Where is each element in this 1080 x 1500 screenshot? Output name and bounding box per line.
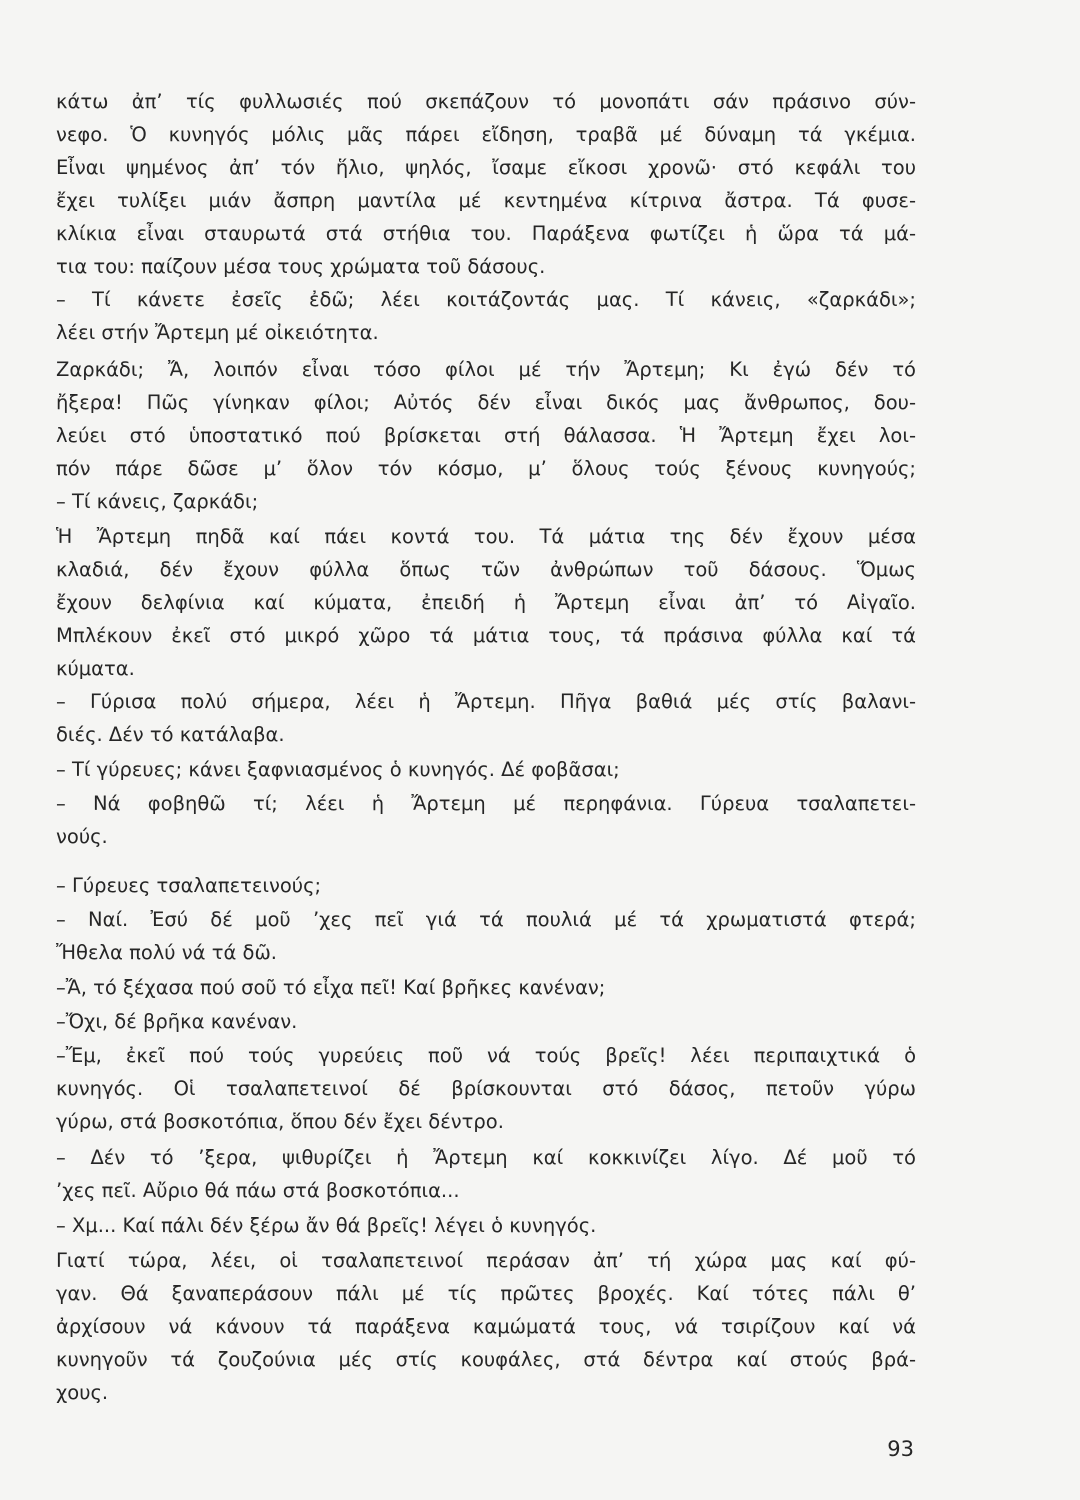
text-line: – Νά φοβηθῶ τί; λέει ἡ Ἄρτεμη μέ περηφάνια. Γύρευα τσαλαπετει-: [56, 792, 916, 815]
text-line: κυνηγός. Οἱ τσαλαπετεινοί δέ βρίσκουνται στό δάσος, πετοῦν γύρω: [56, 1077, 916, 1100]
text-line: – Γύρισα πολύ σήμερα, λέει ἡ Ἄρτεμη. Πῆγα βαθιά μές στίς βαλανι-: [56, 690, 916, 713]
text-line: διές. Δέν τό κατάλαβα.: [56, 723, 285, 746]
text-line: κάτω ἀπ’ τίς φυλλωσιές πού σκεπάζουν τό μονοπάτι σάν πράσινο σύν-: [56, 90, 916, 113]
text-line: κλίκια εἶναι σταυρωτά στά στήθια του. Παράξενα φωτίζει ἡ ὥρα τά μά-: [56, 222, 916, 245]
text-line: Ἡ Ἄρτεμη πηδᾶ καί πάει κοντά του. Τά μάτια της δέν ἔχουν μέσα: [56, 525, 916, 548]
text-line: – Γύρευες τσαλαπετεινούς;: [56, 874, 322, 897]
text-line: – Δέν τό ’ξερα, ψιθυρίζει ἡ Ἄρτεμη καί κοκκινίζει λίγο. Δέ μοῦ τό: [56, 1146, 916, 1169]
text-line: λεύει στό ὑποστατικό πού βρίσκεται στή θάλασσα. Ἡ Ἄρτεμη ἔχει λοι-: [56, 424, 916, 447]
text-line: –Ἄ, τό ξέχασα πού σοῦ τό εἶχα πεῖ! Καί βρῆκες κανέναν;: [56, 976, 606, 999]
text-line: –Ὄχι, δέ βρῆκα κανέναν.: [56, 1010, 298, 1033]
text-line: γαν. Θά ξαναπεράσουν πάλι μέ τίς πρῶτες βροχές. Καί τότες πάλι θ’: [56, 1282, 916, 1305]
text-line: χους.: [56, 1381, 109, 1404]
text-line: ἀρχίσουν νά κάνουν τά παράξενα καμώματά τους, νά τσιρίζουν καί νά: [56, 1315, 916, 1338]
text-line: ἔχει τυλίξει μιάν ἄσπρη μαντίλα μέ κεντημένα κίτρινα ἄστρα. Τά φυσε-: [56, 189, 916, 212]
text-line: –Ἔμ, ἐκεῖ πού τούς γυρεύεις ποῦ νά τούς βρεῖς! λέει περιπαιχτικά ὁ: [56, 1044, 916, 1067]
text-line: ἤξερα! Πῶς γίνηκαν φίλοι; Αὐτός δέν εἶναι δικός μας ἄνθρωπος, δου-: [56, 391, 916, 414]
text-line: – Χμ... Καί πάλι δέν ξέρω ἄν θά βρεῖς! λέγει ὁ κυνηγός.: [56, 1214, 597, 1237]
text-line: τια του: παίζουν μέσα τους χρώματα τοῦ δάσους.: [56, 255, 546, 278]
text-line: ἔχουν δελφίνια καί κύματα, ἐπειδή ἡ Ἄρτεμη εἶναι ἀπ’ τό Αἰγαῖο.: [56, 591, 916, 614]
text-line: γύρω, στά βοσκοτόπια, ὅπου δέν ἔχει δέντρο.: [56, 1110, 504, 1133]
text-line: λέει στήν Ἄρτεμη μέ οἰκειότητα.: [56, 321, 379, 344]
text-line: Γιατί τώρα, λέει, οἱ τσαλαπετεινοί περάσαν ἀπ’ τή χώρα μας καί φύ-: [56, 1249, 916, 1272]
text-line: Ζαρκάδι; Ἄ, λοιπόν εἶναι τόσο φίλοι μέ τήν Ἄρτεμη; Κι ἐγώ δέν τό: [56, 358, 916, 381]
text-line: – Τί γύρευες; κάνει ξαφνιασμένος ὁ κυνηγός. Δέ φοβᾶσαι;: [56, 758, 620, 781]
text-line: κλαδιά, δέν ἔχουν φύλλα ὅπως τῶν ἀνθρώπων τοῦ δάσους. Ὅμως: [56, 558, 916, 581]
text-line: Μπλέκουν ἐκεῖ στό μικρό χῶρο τά μάτια τους, τά πράσινα φύλλα καί τά: [56, 624, 916, 647]
page-number: 93: [887, 1437, 914, 1461]
text-line: κυνηγοῦν τά ζουζούνια μές στίς κουφάλες, στά δέντρα καί στούς βρά-: [56, 1348, 916, 1371]
text-line: νούς.: [56, 825, 108, 848]
text-line: – Ναί. Ἐσύ δέ μοῦ ’χες πεῖ γιά τά πουλιά μέ τά χρωματιστά φτερά;: [56, 908, 916, 931]
text-line: Εἶναι ψημένος ἀπ’ τόν ἥλιο, ψηλός, ἴσαμε εἴκοσι χρονῶ· στό κεφάλι του: [56, 156, 916, 179]
text-line: – Τί κάνετε ἐσεῖς ἐδῶ; λέει κοιτάζοντάς μας. Τί κάνεις, «ζαρκάδι»;: [56, 288, 916, 311]
text-line: κύματα.: [56, 657, 135, 680]
text-line: Ἤθελα πολύ νά τά δῶ.: [56, 941, 277, 964]
text-line: – Τί κάνεις, ζαρκάδι;: [56, 490, 259, 513]
text-line: νεφο. Ὁ κυνηγός μόλις μᾶς πάρει εἴδηση, τραβᾶ μέ δύναμη τά γκέμια.: [56, 123, 916, 146]
text-line: πόν πάρε δῶσε μ’ ὅλον τόν κόσμο, μ’ ὅλους τούς ξένους κυνηγούς;: [56, 457, 916, 480]
text-line: ’χες πεῖ. Αὔριο θά πάω στά βοσκοτόπια...: [56, 1179, 460, 1202]
